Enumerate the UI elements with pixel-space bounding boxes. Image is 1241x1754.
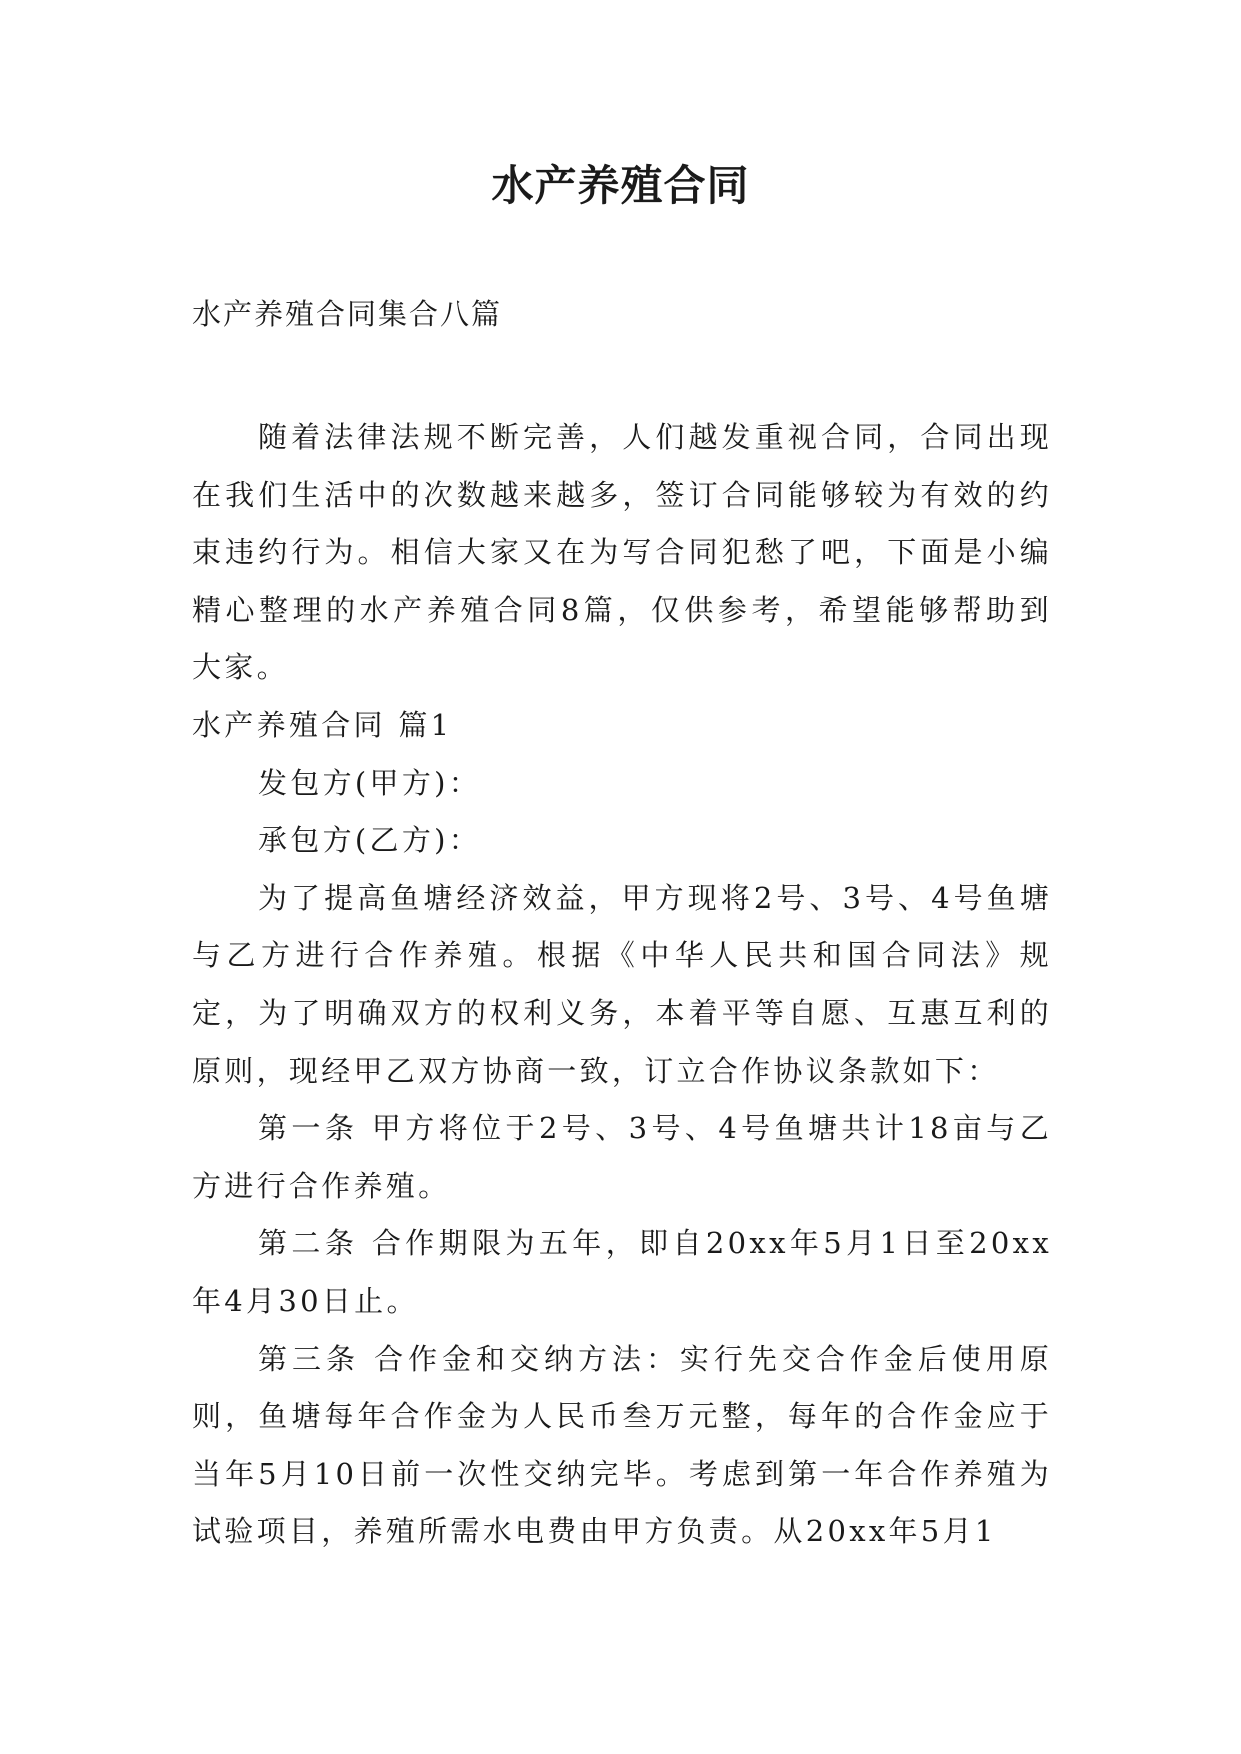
document-subtitle: 水产养殖合同集合八篇 bbox=[192, 297, 503, 331]
section-heading: 水产养殖合同 篇1 bbox=[192, 707, 453, 742]
party-b-line: 承包方(乙方)： bbox=[258, 823, 482, 858]
article-2-paragraph: 第二条 合作期限为五年，即自20xx年5月1日至20xx年4月30日止。 bbox=[192, 1226, 1052, 1318]
party-a-line: 发包方(甲方)： bbox=[258, 765, 482, 800]
article-3-paragraph: 第三条 合作金和交纳方法：实行先交合作金后使用原则，鱼塘每年合作金为人民币叁万元整，每年的合作金应于当年5月10日前一次性交纳完毕。考虑到第一年合作养殖为试验项目，养殖所需水电费由甲方负责。从20xx年5月1 bbox=[192, 1341, 1052, 1549]
intro-paragraph: 随着法律法规不断完善，人们越发重视合同，合同出现在我们生活中的次数越来越多，签订合同能够较为有效的约束违约行为。相信大家又在为写合同犯愁了吧，下面是小编精心整理的水产养殖合同8篇，仅供参考，希望能够帮助到大家。 bbox=[192, 420, 1052, 685]
document-title: 水产养殖合同 bbox=[491, 161, 750, 210]
preamble-paragraph: 为了提高鱼塘经济效益，甲方现将2号、3号、4号鱼塘与乙方进行合作养殖。根据《中华人民共和国合同法》规定，为了明确双方的权利义务，本着平等自愿、互惠互利的原则，现经甲乙双方协商一致，订立合作协议条款如下： bbox=[192, 880, 1052, 1088]
document-body bbox=[192, 409, 1052, 1561]
article-1-paragraph: 第一条 甲方将位于2号、3号、4号鱼塘共计18亩与乙方进行合作养殖。 bbox=[192, 1111, 1052, 1203]
